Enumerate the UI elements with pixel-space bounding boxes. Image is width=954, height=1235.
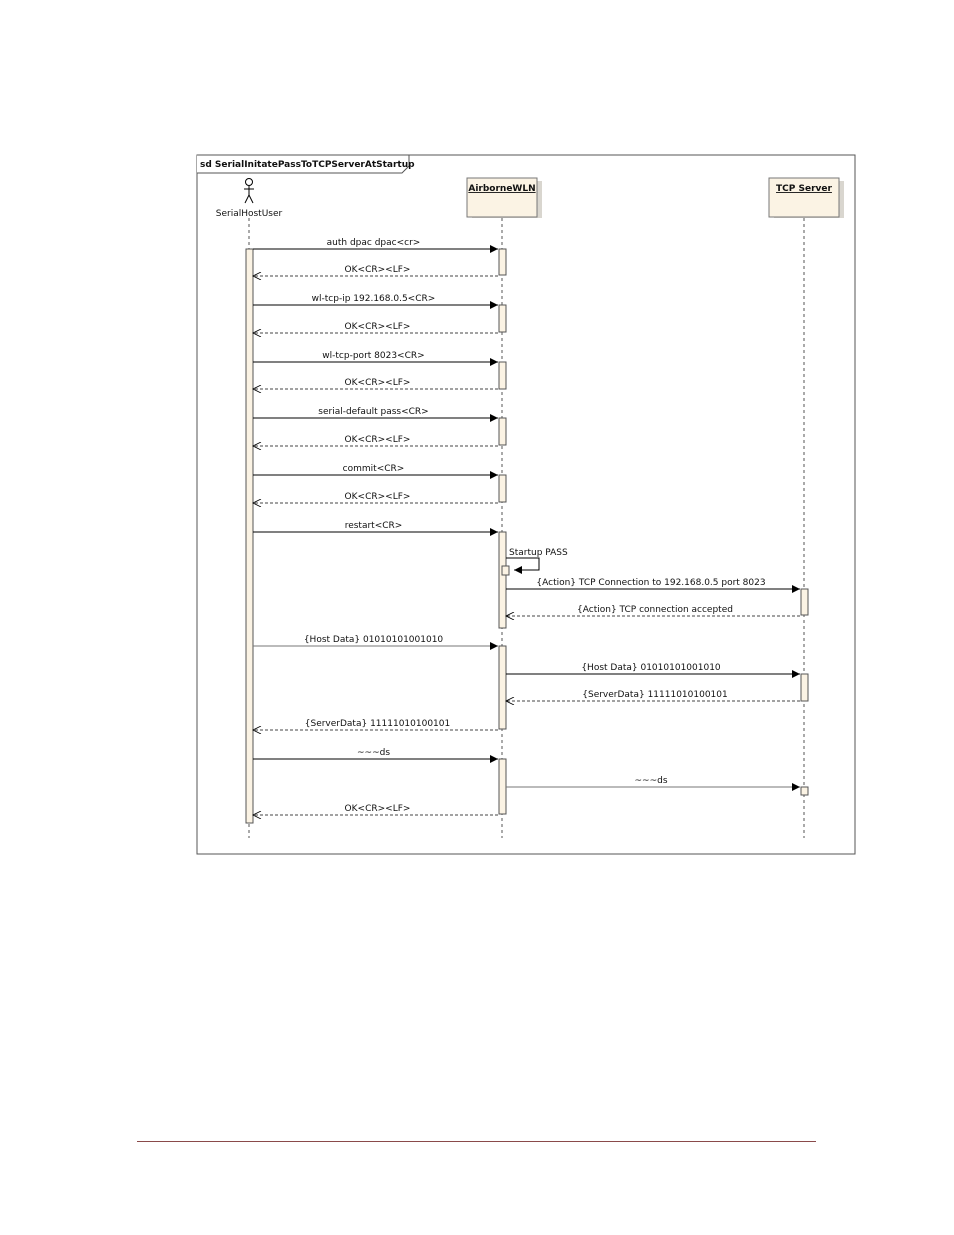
- object-label: TCP Server: [776, 184, 832, 194]
- activation-bar-wln: [499, 418, 506, 445]
- message-label: OK<CR><LF>: [344, 804, 411, 814]
- object-label: AirborneWLN: [468, 184, 536, 194]
- message-label: {ServerData} 11111010100101: [582, 690, 728, 700]
- activation-bar-tcp: [801, 674, 808, 701]
- message-13: [506, 578, 800, 589]
- message-label: restart<CR>: [344, 521, 403, 531]
- activation-bar-wln: [499, 759, 506, 814]
- activation-bar-tcp: [801, 589, 808, 615]
- diagram-frame: [197, 155, 855, 854]
- activation-bar-wln: [499, 362, 506, 389]
- message-label: OK<CR><LF>: [344, 435, 411, 445]
- activation-bar-wln: [499, 646, 506, 729]
- actor-head: [246, 179, 253, 186]
- message-label: wl-tcp-ip 192.168.0.5<CR>: [311, 294, 436, 304]
- message-label: Startup PASS: [509, 548, 568, 558]
- activation-bar-wln: [499, 532, 506, 628]
- message-label: wl-tcp-port 8023<CR>: [322, 351, 425, 361]
- activation-bar-wln: [499, 249, 506, 275]
- message-label: OK<CR><LF>: [344, 378, 411, 388]
- message-label: commit<CR>: [342, 464, 405, 474]
- message-label: serial-default pass<CR>: [318, 407, 429, 417]
- footer-rule: [137, 1141, 816, 1142]
- frame-title: sd SerialInitatePassToTCPServerAtStartup: [200, 160, 415, 170]
- actor-label: SerialHostUser: [215, 209, 283, 219]
- message-label: {ServerData} 11111010100101: [304, 719, 451, 729]
- message-label: {Host Data} 01010101001010: [303, 635, 444, 645]
- object-wln: [467, 178, 542, 218]
- activation-bar-host: [246, 249, 253, 823]
- message-label: {Host Data} 01010101001010: [581, 663, 721, 673]
- activation-bar-wln: [499, 305, 506, 332]
- message-label: auth dpac dpac<cr>: [326, 238, 421, 248]
- message-label: {Action} TCP Connection to 192.168.0.5 port 8023: [536, 578, 766, 588]
- message-label: OK<CR><LF>: [344, 322, 411, 332]
- message-label: ~~~ds: [634, 776, 668, 786]
- message-label: ~~~ds: [356, 748, 391, 758]
- message-label: OK<CR><LF>: [344, 265, 411, 275]
- activation-bar-tcp: [801, 787, 808, 795]
- message-label: OK<CR><LF>: [344, 492, 411, 502]
- message-label: {Action} TCP connection accepted: [577, 605, 733, 615]
- nested-activation: [502, 566, 509, 575]
- activation-bar-wln: [499, 475, 506, 502]
- object-tcp: [769, 178, 844, 218]
